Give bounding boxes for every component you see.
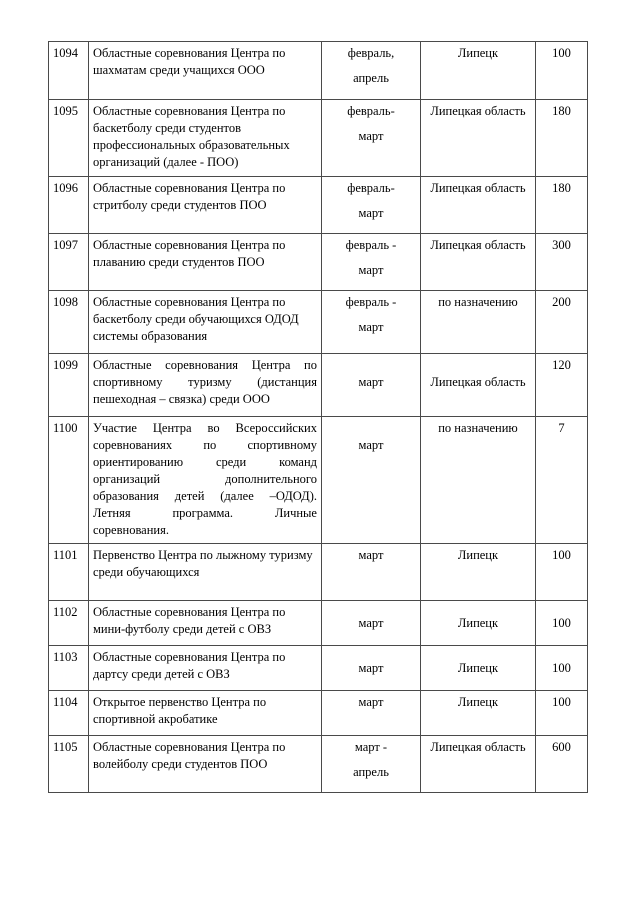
date-end: март bbox=[358, 206, 384, 220]
participant-count: 180 bbox=[536, 177, 588, 234]
event-place: Липецк bbox=[421, 544, 536, 601]
row-number: 1097 bbox=[49, 234, 89, 291]
event-dates: март bbox=[322, 691, 421, 736]
event-dates bbox=[322, 601, 421, 646]
participant-count: 180 bbox=[536, 100, 588, 177]
event-dates bbox=[322, 291, 421, 354]
event-place bbox=[421, 354, 536, 417]
row-number: 1102 bbox=[49, 601, 89, 646]
event-place: Липецкая область bbox=[421, 100, 536, 177]
table-row bbox=[49, 42, 588, 100]
event-name: Областные соревнования Центра по мини-футболу среди детей с ОВЗ bbox=[89, 601, 322, 646]
table-row bbox=[49, 736, 588, 793]
event-dates bbox=[322, 42, 421, 100]
event-dates bbox=[322, 100, 421, 177]
event-dates bbox=[322, 354, 421, 417]
table-row bbox=[49, 234, 588, 291]
date-end: апрель bbox=[353, 765, 389, 779]
events-table bbox=[48, 41, 588, 793]
event-dates: март bbox=[322, 544, 421, 601]
table-row bbox=[49, 544, 588, 601]
event-place: по назначению bbox=[421, 417, 536, 544]
event-name: Областные соревнования Центра по спортивному туризму (дистанция пешеходная – связка) среди ООО bbox=[89, 354, 322, 417]
participant-count: 300 bbox=[536, 234, 588, 291]
event-place-text: Липецкая область bbox=[430, 375, 526, 389]
participant-count-text: 100 bbox=[552, 616, 571, 630]
date-single: март bbox=[358, 661, 384, 675]
date-single: март bbox=[358, 438, 384, 452]
row-number: 1105 bbox=[49, 736, 89, 793]
event-name: Областные соревнования Центра по баскетболу среди обучающихся ОДОД системы образования bbox=[89, 291, 322, 354]
event-place bbox=[421, 646, 536, 691]
date-end: март bbox=[358, 320, 384, 334]
row-number: 1104 bbox=[49, 691, 89, 736]
date-start: февраль - bbox=[345, 238, 397, 252]
event-dates bbox=[322, 417, 421, 544]
date-end: март bbox=[358, 263, 384, 277]
event-name: Открытое первенство Центра по спортивной акробатике bbox=[89, 691, 322, 736]
participant-count: 100 bbox=[536, 42, 588, 100]
event-place-text: Липецк bbox=[457, 616, 499, 630]
table-row bbox=[49, 646, 588, 691]
participant-count: 120 bbox=[536, 354, 588, 417]
table-row bbox=[49, 291, 588, 354]
table-row bbox=[49, 177, 588, 234]
participant-count: 100 bbox=[536, 691, 588, 736]
date-end: апрель bbox=[353, 71, 389, 85]
event-place-text: Липецк bbox=[457, 661, 499, 675]
event-name: Областные соревнования Центра по плаванию среди студентов ПОО bbox=[89, 234, 322, 291]
table-row bbox=[49, 691, 588, 736]
table-row bbox=[49, 417, 588, 544]
table-row bbox=[49, 100, 588, 177]
participant-count-text: 100 bbox=[552, 661, 571, 675]
event-name: Областные соревнования Центра по баскетболу среди студентов профессиональных образовательных организаций (далее - ПОО) bbox=[89, 100, 322, 177]
table-row bbox=[49, 354, 588, 417]
date-start: март - bbox=[354, 740, 388, 754]
event-name: Областные соревнования Центра по шахматам среди учащихся ООО bbox=[89, 42, 322, 100]
date-start: февраль - bbox=[345, 295, 397, 309]
event-place: Липецк bbox=[421, 42, 536, 100]
event-place: Липецк bbox=[421, 691, 536, 736]
row-number: 1101 bbox=[49, 544, 89, 601]
row-number: 1095 bbox=[49, 100, 89, 177]
participant-count bbox=[536, 601, 588, 646]
row-number: 1099 bbox=[49, 354, 89, 417]
date-start: февраль, bbox=[347, 46, 395, 60]
date-single: март bbox=[358, 616, 384, 630]
participant-count: 100 bbox=[536, 544, 588, 601]
event-name: Областные соревнования Центра по стритболу среди студентов ПОО bbox=[89, 177, 322, 234]
event-place: Липецкая область bbox=[421, 736, 536, 793]
row-number: 1096 bbox=[49, 177, 89, 234]
row-number: 1094 bbox=[49, 42, 89, 100]
row-number: 1103 bbox=[49, 646, 89, 691]
participant-count: 200 bbox=[536, 291, 588, 354]
event-name: Областные соревнования Центра по волейболу среди студентов ПОО bbox=[89, 736, 322, 793]
event-dates bbox=[322, 736, 421, 793]
event-place: Липецкая область bbox=[421, 177, 536, 234]
event-dates bbox=[322, 177, 421, 234]
event-name: Участие Центра во Всероссийских соревнованиях по спортивному ориентированию среди команд организаций дополнительного образования детей (далее –ОДОД). Летняя программа. Личные соревнования. bbox=[89, 417, 322, 544]
event-name: Первенство Центра по лыжному туризму среди обучающихся bbox=[89, 544, 322, 601]
event-dates bbox=[322, 234, 421, 291]
date-start: февраль- bbox=[347, 104, 395, 118]
event-name: Областные соревнования Центра по дартсу среди детей с ОВЗ bbox=[89, 646, 322, 691]
event-place bbox=[421, 601, 536, 646]
date-end: март bbox=[358, 129, 384, 143]
date-start: февраль- bbox=[347, 181, 395, 195]
participant-count bbox=[536, 646, 588, 691]
row-number: 1098 bbox=[49, 291, 89, 354]
table-row bbox=[49, 601, 588, 646]
event-place: по назначению bbox=[421, 291, 536, 354]
participant-count: 600 bbox=[536, 736, 588, 793]
event-place: Липецкая область bbox=[421, 234, 536, 291]
row-number: 1100 bbox=[49, 417, 89, 544]
date-single: март bbox=[358, 375, 384, 389]
participant-count: 7 bbox=[536, 417, 588, 544]
event-dates bbox=[322, 646, 421, 691]
